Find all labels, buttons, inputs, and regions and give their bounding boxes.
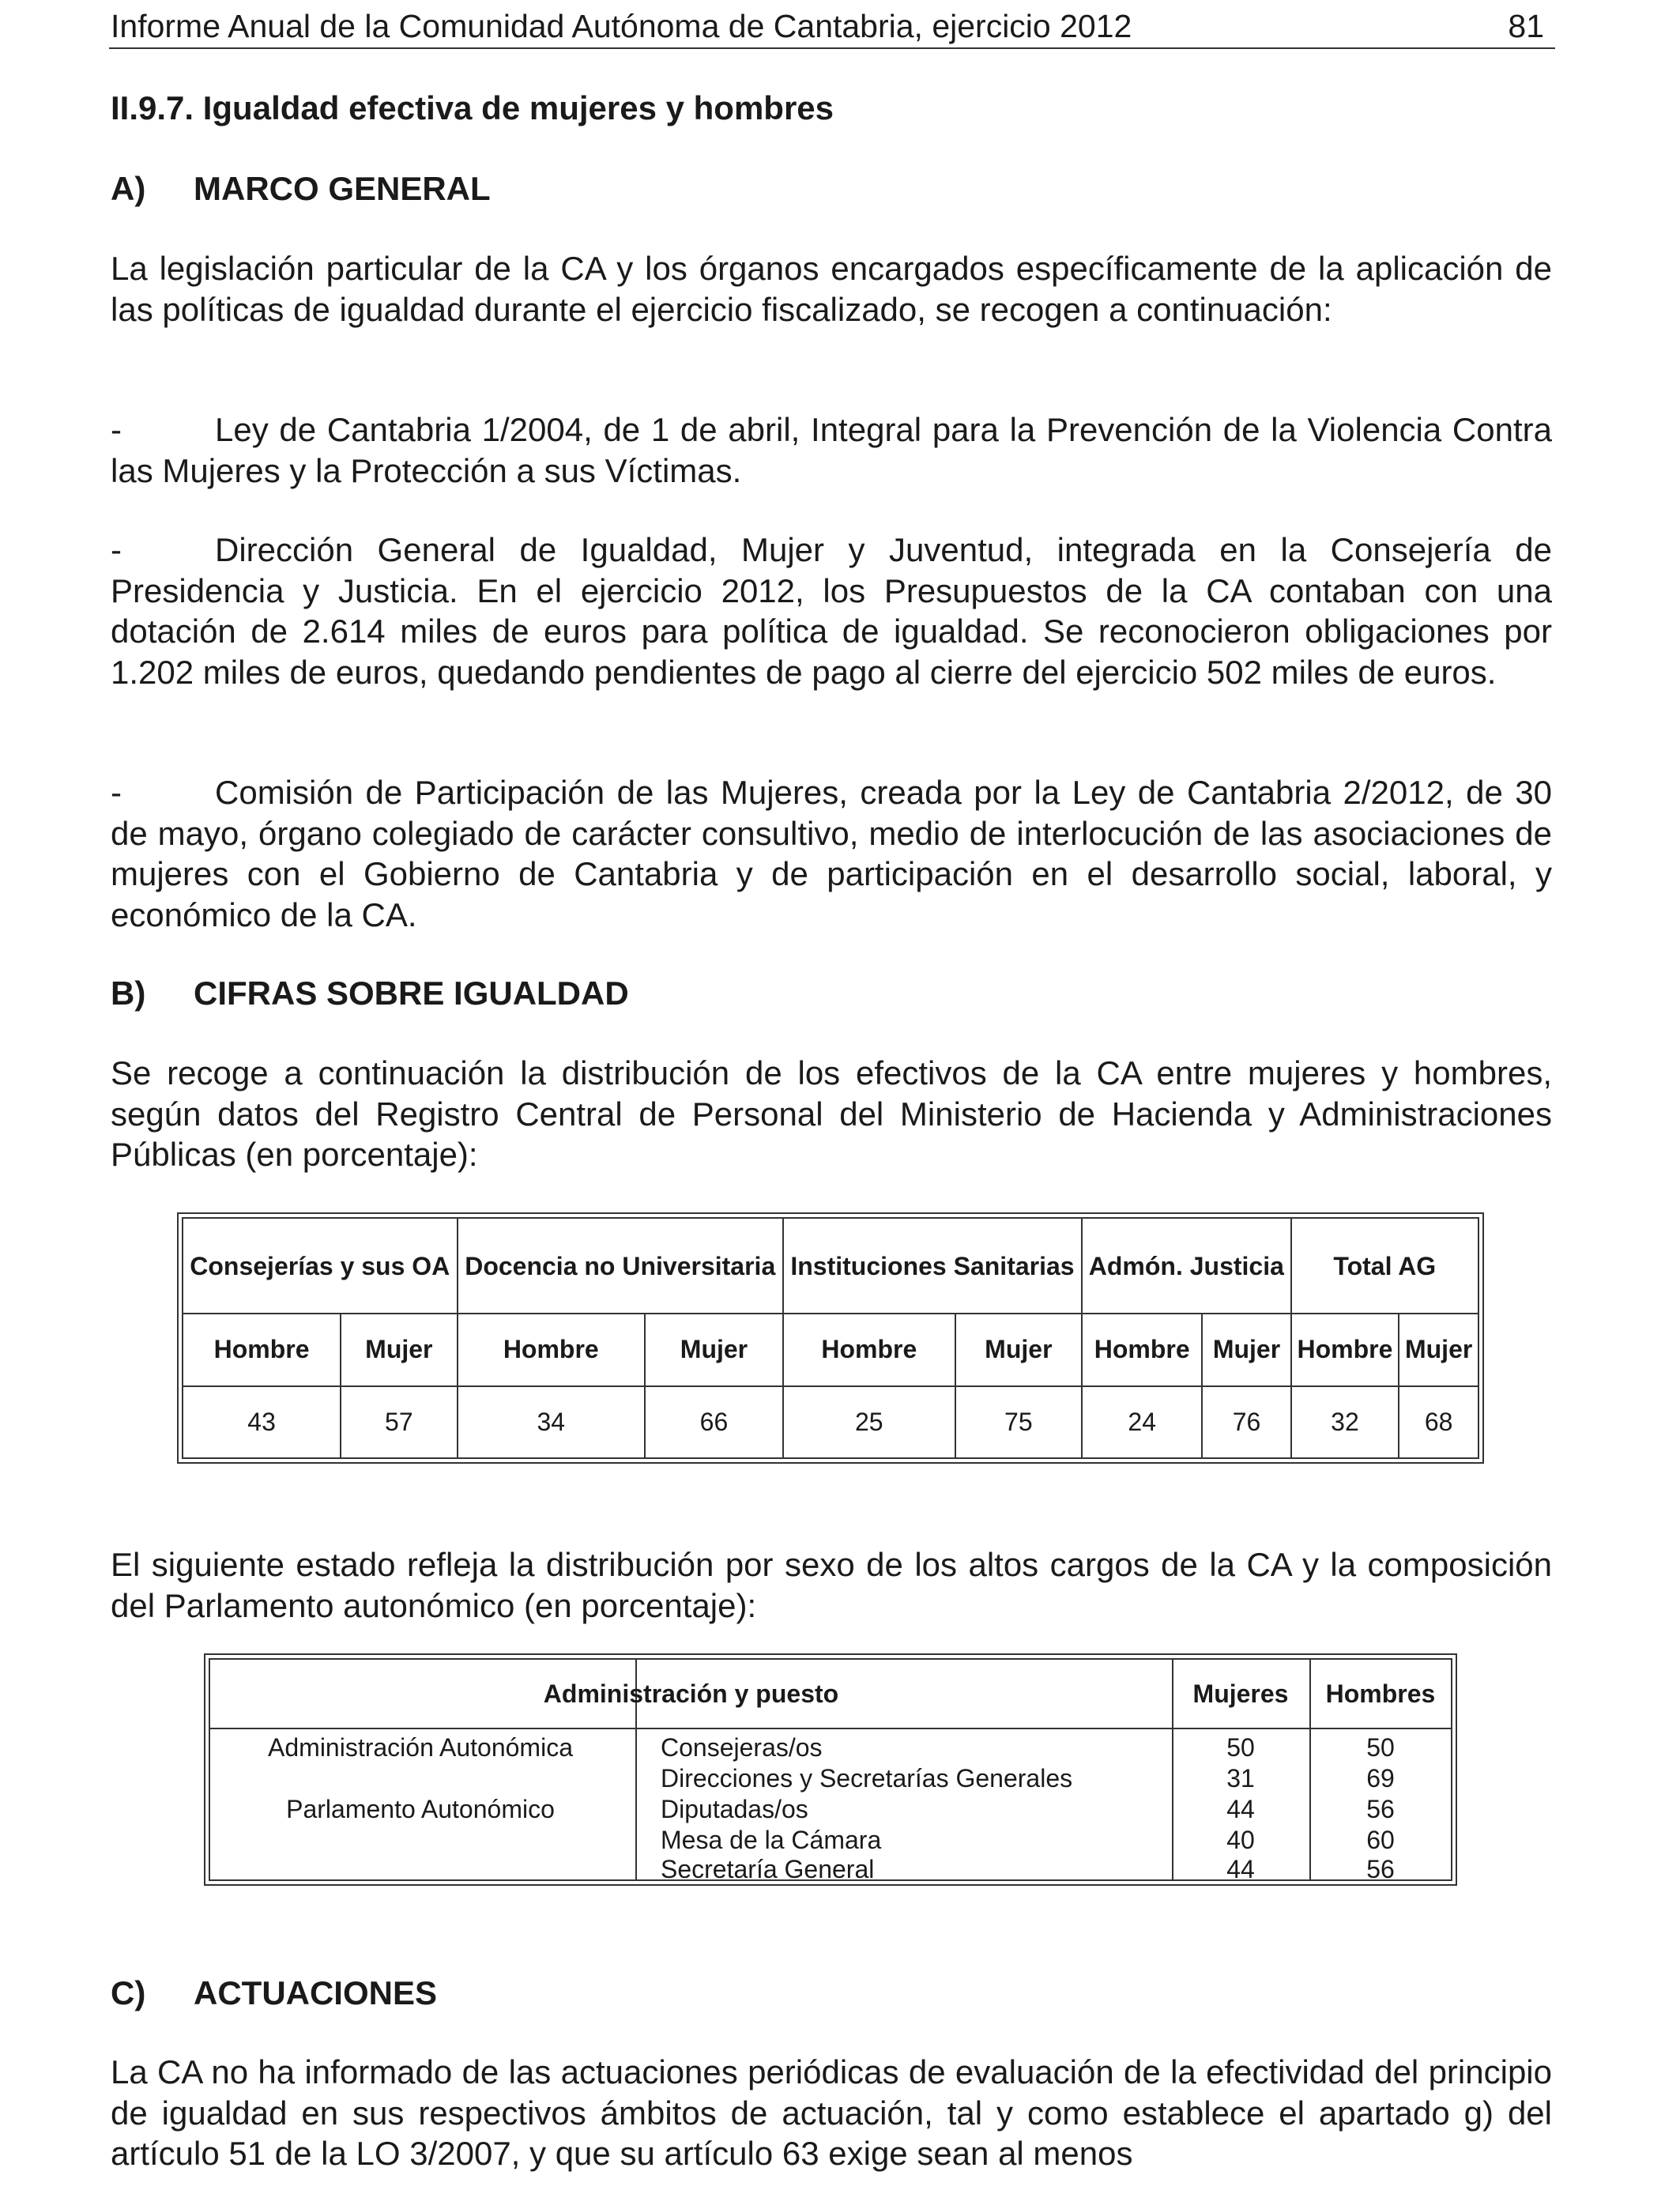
table-cell: 76 [1202,1386,1290,1458]
table-cell-puesto: Direcciones y Secretarías Generales [661,1764,1073,1793]
table-cell-puesto: Secretaría General [661,1855,875,1883]
table-cell-admin [210,1763,631,1793]
section-c-heading [111,1973,437,2013]
list-item-text: Ley de Cantabria 1/2004, de 1 de abril, Integral para la Prevención de la Violencia Contra las Mujeres y la Protección a sus Víctimas. [111,411,1552,489]
table-cell-hombres: 50 [1366,1733,1395,1762]
list-item [111,409,1552,491]
table-cell: 66 [645,1386,783,1458]
table-cell: 43 [183,1386,341,1458]
table-subheader-cell: Mujer [1399,1314,1478,1385]
table-header-cell: Administración y puesto [543,1679,839,1708]
table-header-cell: Hombres [1325,1679,1436,1708]
table-cell-mujeres: 31 [1226,1764,1255,1793]
table-row [183,1386,1478,1458]
table-subheader-cell: Mujer [341,1314,457,1385]
table-header-cell: Admón. Justicia [1082,1218,1291,1314]
section-c-title: ACTUACIONES [194,1974,438,2011]
page-header [109,5,1555,49]
table-divider [210,1728,1451,1729]
table-header-cell: Docencia no Universitaria [458,1218,783,1314]
section-c-text: La CA no ha informado de las actuaciones periódicas de evaluación de la efectividad del principio de igualdad en sus respectivos ámbitos de actuación, tal y como establece el apartado g) del artículo 51 de la LO 3/2007, y que su artículo 63 exige sean al menos [111,2053,1552,2172]
table-cell-mujeres: 44 [1226,1795,1255,1823]
table-cell: 57 [341,1386,457,1458]
table-subheader-row [183,1314,1478,1385]
table-cell-puesto: Mesa de la Cámara [661,1826,882,1854]
table-cell: 25 [783,1386,955,1458]
table-cell-admin [210,1854,631,1884]
table-cell-hombres: 56 [1366,1855,1395,1883]
table-cell-hombres: 69 [1366,1764,1395,1793]
section-a-intro: La legislación particular de la CA y los órganos encargados específicamente de la aplicación de las políticas de igualdad durante el ejercicio fiscalizado, se recogen a continuación: [111,250,1552,328]
table-cell-hombres: 60 [1366,1826,1395,1854]
list-dash: - [111,531,122,568]
section-a-letter: A) [111,170,146,207]
section-a-heading [111,169,491,209]
table-cell-hombres: 56 [1366,1795,1395,1823]
table-cell: 34 [458,1386,645,1458]
table-cell: 24 [1082,1386,1202,1458]
page-number: 81 [1508,8,1544,44]
list-dash: - [111,774,122,811]
table-subheader-cell: Hombre [1082,1314,1202,1385]
table-header-row [183,1218,1478,1314]
table-header-cell: Instituciones Sanitarias [783,1218,1082,1314]
table-cell-mujeres: 44 [1226,1855,1255,1883]
table-subheader-cell: Mujer [1202,1314,1290,1385]
table-subheader-cell: Mujer [955,1314,1082,1385]
table-subheader-cell: Hombre [183,1314,341,1385]
efectivos-table [177,1212,1484,1464]
list-item-text: Comisión de Participación de las Mujeres, creada por la Ley de Cantabria 2/2012, de 30 de mayo, órgano colegiado de carácter consultivo, medio de interlocución de las asociaciones de mujeres con el Gobierno de Cantabria y de participación en el desarrollo social, laboral, y económico de la CA. [111,774,1552,933]
table-cell: 75 [955,1386,1082,1458]
table-cell-mujeres: 50 [1226,1733,1255,1762]
section-a-title: MARCO GENERAL [194,170,491,207]
list-item-text: Dirección General de Igualdad, Mujer y Juventud, integrada en la Consejería de Presidencia y Justicia. En el ejercicio 2012, los Presupuestos de la CA contaban con una dotación de 2.614 miles de euros para política de igualdad. Se reconocieron obligaciones por 1.202 miles de euros, quedando pendientes de pago al cierre del ejercicio 502 miles de euros. [111,531,1552,691]
table-cell-puesto: Diputadas/os [661,1795,808,1823]
table-cell-admin [210,1825,631,1855]
section-b-heading [111,974,629,1013]
altos-cargos-table [204,1653,1457,1886]
table-cell: 68 [1399,1386,1478,1458]
header-title: Informe Anual de la Comunidad Autónoma de Cantabria, ejercicio 2012 [111,8,1132,44]
table-subheader-cell: Hombre [458,1314,645,1385]
table-cell-admin: Parlamento Autonómico [286,1795,555,1823]
section-title: II.9.7. Igualdad efectiva de mujeres y hombres [111,89,834,126]
list-dash: - [111,411,122,448]
list-item [111,772,1552,935]
table-subheader-cell: Hombre [783,1314,955,1385]
section-b-title: CIFRAS SOBRE IGUALDAD [194,974,629,1012]
list-item [111,530,1552,692]
table-cell-mujeres: 40 [1226,1826,1255,1854]
section-b-intro2: El siguiente estado refleja la distribución por sexo de los altos cargos de la CA y la composición del Parlamento autonómico (en porcentaje): [111,1546,1552,1624]
table-header-cell: Total AG [1291,1218,1478,1314]
section-c-letter: C) [111,1974,146,2011]
table-cell-admin: Administración Autonómica [268,1733,573,1762]
table-header-cell: Mujeres [1192,1679,1289,1708]
section-b-intro: Se recoge a continuación la distribución de los efectivos de la CA entre mujeres y hombres, según datos del Registro Central de Personal del Ministerio de Hacienda y Administraciones Públicas (en porcentaje): [111,1054,1552,1173]
table-cell: 32 [1291,1386,1399,1458]
table-cell-puesto: Consejeras/os [661,1733,823,1762]
table-subheader-cell: Mujer [645,1314,783,1385]
table-header-cell: Consejerías y sus OA [183,1218,458,1314]
section-b-letter: B) [111,974,146,1012]
table-subheader-cell: Hombre [1291,1314,1399,1385]
